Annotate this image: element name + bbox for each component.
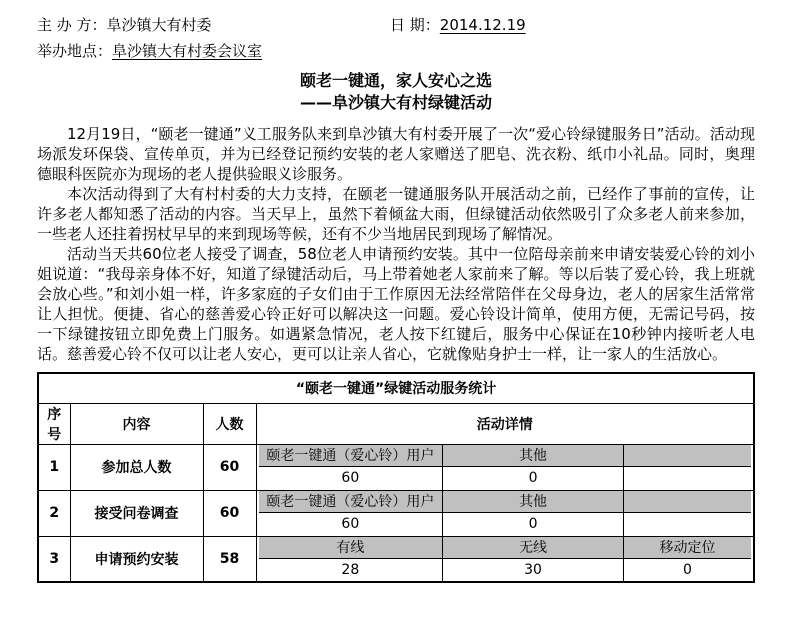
detail-header bbox=[624, 491, 751, 514]
detail-value: 28 bbox=[259, 559, 444, 581]
detail-header: 颐老一键通（爱心铃）用户 bbox=[259, 445, 444, 468]
detail-grid bbox=[259, 445, 752, 490]
detail-header: 颐老一键通（爱心铃）用户 bbox=[259, 491, 444, 514]
detail-value: 30 bbox=[443, 559, 624, 581]
detail-header: 有线 bbox=[259, 537, 444, 559]
date-label: 日 期： bbox=[390, 16, 440, 34]
table-row-installation bbox=[38, 536, 754, 582]
document-title-line2: ——阜沙镇大有村绿键活动 bbox=[299, 93, 492, 112]
row-count: 58 bbox=[203, 536, 256, 582]
detail-grid bbox=[259, 537, 752, 582]
meta-date bbox=[390, 12, 526, 38]
document-title-line1: 颐老一键通，家人安心之选 bbox=[299, 71, 492, 90]
row-count: 60 bbox=[203, 490, 256, 536]
meta-line-venue bbox=[37, 38, 755, 64]
organizer-label: 主 办 方： bbox=[37, 16, 107, 34]
detail-value: 0 bbox=[683, 561, 692, 578]
stats-table bbox=[37, 372, 755, 583]
detail-value bbox=[624, 513, 751, 536]
row-index: 2 bbox=[38, 490, 70, 536]
stats-table-header-row bbox=[38, 403, 754, 444]
detail-header: 其他 bbox=[443, 491, 624, 514]
paragraph-survey-story: 活动当天共60位老人接受了调查，58位老人申请预约安装。其中一位陪母亲前来申请安装爱心铃的刘小姐说道：“我母亲身体不好，知道了绿键活动后，马上带着她老人家前来了解。等以后装了爱心铃，我上班就会放心些。”和刘小姐一样，许多家庭的子女们由于工作原因无法经常陪伴在父母身边，老人的居家生活常常让人担忧。便捷、省心的慈善爱心铃正好可以解决这一问题。爱心铃设计简单，使用方便，无需记号码，按一下绿键按钮立即免费上门服务。如遇紧急情况，老人按下红键后，服务中心保证在10秒钟内接听老人电话。慈善爱心铃不仅可以让老人安心，更可以让亲人省心，它就像贴身护士一样，让一家人的生活放心。 bbox=[37, 245, 755, 363]
table-row-participants bbox=[38, 444, 754, 490]
detail-value: 60 bbox=[259, 513, 444, 536]
column-header-content: 内容 bbox=[70, 403, 203, 444]
detail-header: 无线 bbox=[443, 537, 624, 559]
stats-table-title-row bbox=[38, 373, 754, 403]
column-header-index: 序号 bbox=[38, 403, 70, 444]
column-header-count: 人数 bbox=[203, 403, 256, 444]
meta-line-organizer bbox=[37, 12, 755, 38]
row-index: 1 bbox=[38, 444, 70, 490]
venue-label: 举办地点： bbox=[37, 42, 113, 60]
row-content: 接受问卷调查 bbox=[70, 490, 203, 536]
detail-value bbox=[624, 467, 751, 490]
document-title bbox=[37, 70, 755, 114]
table-row-surveyed bbox=[38, 490, 754, 536]
detail-value: 0 bbox=[443, 467, 624, 490]
venue-value: 阜沙镇大有村委会议室 bbox=[112, 42, 263, 60]
row-details bbox=[256, 444, 754, 490]
detail-grid bbox=[259, 491, 752, 536]
row-content: 申请预约安装 bbox=[70, 536, 203, 582]
column-header-details: 活动详情 bbox=[256, 403, 754, 444]
detail-value: 60 bbox=[259, 467, 444, 490]
paragraph-event-intro: 12月19日，“颐老一键通”义工服务队来到阜沙镇大有村委开展了一次“爱心铃绿键服务日”活动。活动现场派发环保袋、宣传单页，并为已经登记预约安装的老人家赠送了肥皂、洗衣粉、纸巾小礼品。同时，奥理德眼科医院亦为现场的老人提供验眼义诊服务。 bbox=[37, 125, 755, 183]
row-count: 60 bbox=[203, 444, 256, 490]
date-value: 2014.12.19 bbox=[439, 16, 526, 34]
document-meta bbox=[37, 12, 755, 64]
document-body bbox=[37, 124, 755, 364]
detail-header: 其他 bbox=[443, 445, 624, 468]
detail-value: 0 bbox=[443, 513, 624, 536]
organizer-value: 阜沙镇大有村委 bbox=[106, 16, 212, 34]
paragraph-committee-support: 本次活动得到了大有村村委的大力支持，在颐老一键通服务队开展活动之前，已经作了事前的宣传，让许多老人都知悉了活动的内容。当天早上，虽然下着倾盆大雨，但绿键活动依然吸引了众多老人前来参加，一些老人还拄着拐杖早早的来到现场等候，还有不少当地居民到现场了解情况。 bbox=[37, 185, 755, 243]
stats-table-title: “颐老一键通”绿键活动服务统计 bbox=[38, 373, 754, 403]
row-details bbox=[256, 536, 754, 582]
detail-header: 移动定位 bbox=[624, 537, 751, 559]
row-content: 参加总人数 bbox=[70, 444, 203, 490]
row-details bbox=[256, 490, 754, 536]
detail-header bbox=[624, 445, 751, 468]
row-index: 3 bbox=[38, 536, 70, 582]
